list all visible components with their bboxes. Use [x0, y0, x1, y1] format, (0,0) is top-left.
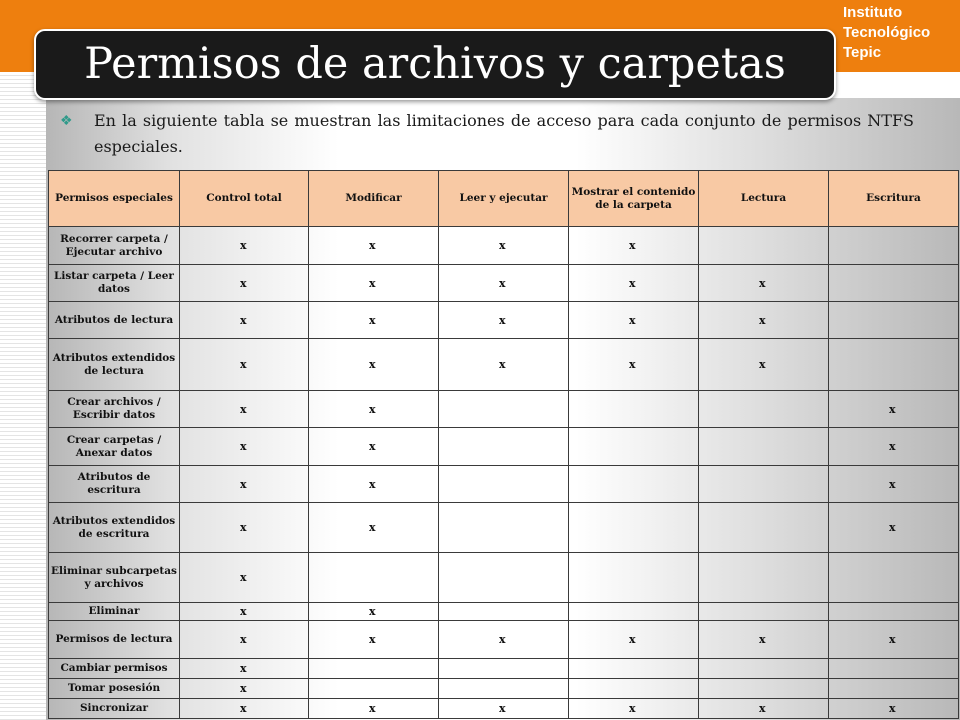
header-permisos-especiales: Permisos especiales — [49, 171, 180, 227]
row-permission-label: Cambiar permisos — [49, 659, 180, 679]
permission-mark-cell — [829, 659, 959, 679]
institution-name — [843, 3, 960, 63]
table-row — [49, 466, 959, 503]
row-permission-label: Sincronizar — [49, 699, 180, 719]
row-permission-label: Atributos extendidos de escritura — [49, 503, 180, 553]
table-body — [49, 227, 959, 719]
permission-mark-cell: x — [180, 553, 309, 603]
permission-mark-cell: x — [180, 603, 309, 621]
permission-mark-cell — [829, 227, 959, 265]
permission-mark-cell: x — [309, 428, 439, 466]
permission-mark-cell — [439, 603, 569, 621]
diamond-bullet-icon: ❖ — [60, 113, 73, 129]
table-row — [49, 227, 959, 265]
permission-mark-cell: x — [439, 621, 569, 659]
permission-mark-cell: x — [180, 391, 309, 428]
permission-mark-cell: x — [309, 621, 439, 659]
permission-mark-cell — [309, 659, 439, 679]
permission-mark-cell: x — [569, 699, 699, 719]
permission-mark-cell: x — [180, 679, 309, 699]
permission-mark-cell: x — [829, 621, 959, 659]
permission-mark-cell — [829, 302, 959, 339]
permission-mark-cell — [569, 659, 699, 679]
permission-mark-cell: x — [180, 302, 309, 339]
permission-mark-cell — [439, 679, 569, 699]
header-mostrar-contenido: Mostrar el contenido de la carpeta — [569, 171, 699, 227]
permission-mark-cell: x — [309, 227, 439, 265]
permission-mark-cell: x — [309, 466, 439, 503]
permission-mark-cell: x — [180, 227, 309, 265]
permission-mark-cell: x — [829, 466, 959, 503]
permission-mark-cell — [699, 659, 829, 679]
row-permission-label: Tomar posesión — [49, 679, 180, 699]
row-permission-label: Listar carpeta / Leer datos — [49, 265, 180, 302]
permission-mark-cell — [569, 391, 699, 428]
table-row — [49, 621, 959, 659]
permission-mark-cell — [699, 227, 829, 265]
permission-mark-cell: x — [829, 428, 959, 466]
table-row — [49, 659, 959, 679]
table-row — [49, 339, 959, 391]
permission-mark-cell: x — [699, 621, 829, 659]
permission-mark-cell: x — [180, 466, 309, 503]
permission-mark-cell — [569, 466, 699, 503]
table-row — [49, 428, 959, 466]
header-escritura: Escritura — [829, 171, 959, 227]
permission-mark-cell — [439, 503, 569, 553]
table-header-row — [49, 171, 959, 227]
permission-mark-cell — [569, 553, 699, 603]
permissions-table — [48, 170, 959, 719]
institution-line-2: Tecnológico — [843, 24, 931, 41]
permission-mark-cell: x — [569, 302, 699, 339]
permission-mark-cell — [829, 553, 959, 603]
table-row — [49, 699, 959, 719]
permission-mark-cell: x — [309, 503, 439, 553]
header-control-total: Control total — [180, 171, 309, 227]
permission-mark-cell: x — [439, 265, 569, 302]
permission-mark-cell: x — [699, 265, 829, 302]
permission-mark-cell: x — [309, 302, 439, 339]
permission-mark-cell: x — [439, 339, 569, 391]
header-modificar: Modificar — [309, 171, 439, 227]
intro-paragraph: En la siguiente tabla se muestran las limitaciones de acceso para cada conjunto de permisos NTFS especiales. — [94, 111, 914, 156]
permission-mark-cell — [439, 466, 569, 503]
table-row — [49, 553, 959, 603]
permission-mark-cell: x — [180, 503, 309, 553]
permission-mark-cell: x — [180, 659, 309, 679]
permission-mark-cell: x — [699, 302, 829, 339]
permission-mark-cell: x — [180, 339, 309, 391]
permission-mark-cell: x — [829, 503, 959, 553]
permission-mark-cell: x — [569, 621, 699, 659]
permission-mark-cell — [439, 659, 569, 679]
row-permission-label: Permisos de lectura — [49, 621, 180, 659]
permission-mark-cell — [439, 428, 569, 466]
permission-mark-cell: x — [439, 227, 569, 265]
permission-mark-cell — [699, 503, 829, 553]
header-leer-y-ejecutar: Leer y ejecutar — [439, 171, 569, 227]
table-row — [49, 302, 959, 339]
permission-mark-cell: x — [309, 391, 439, 428]
institution-line-1: Instituto — [843, 4, 903, 21]
permission-mark-cell — [569, 428, 699, 466]
permission-mark-cell — [699, 679, 829, 699]
permission-mark-cell — [829, 679, 959, 699]
row-permission-label: Atributos de escritura — [49, 466, 180, 503]
permission-mark-cell — [569, 679, 699, 699]
permission-mark-cell: x — [569, 265, 699, 302]
permission-mark-cell: x — [180, 621, 309, 659]
permission-mark-cell: x — [699, 339, 829, 391]
permission-mark-cell — [309, 679, 439, 699]
permission-mark-cell — [569, 503, 699, 553]
header-lectura: Lectura — [699, 171, 829, 227]
permission-mark-cell: x — [180, 428, 309, 466]
row-permission-label: Recorrer carpeta / Ejecutar archivo — [49, 227, 180, 265]
permission-mark-cell — [569, 603, 699, 621]
permission-mark-cell: x — [309, 603, 439, 621]
slide-title: Permisos de archivos y carpetas — [84, 39, 786, 89]
permission-mark-cell: x — [829, 699, 959, 719]
permission-mark-cell: x — [569, 339, 699, 391]
permission-mark-cell — [699, 428, 829, 466]
permission-mark-cell: x — [309, 265, 439, 302]
institution-line-3: Tepic — [843, 44, 882, 61]
row-permission-label: Crear archivos / Escribir datos — [49, 391, 180, 428]
permission-mark-cell — [699, 391, 829, 428]
table-row — [49, 503, 959, 553]
permission-mark-cell: x — [569, 227, 699, 265]
row-permission-label: Crear carpetas / Anexar datos — [49, 428, 180, 466]
row-permission-label: Eliminar — [49, 603, 180, 621]
permission-mark-cell — [829, 603, 959, 621]
table-row — [49, 679, 959, 699]
permission-mark-cell: x — [829, 391, 959, 428]
permission-mark-cell — [699, 553, 829, 603]
row-permission-label: Eliminar subcarpetas y archivos — [49, 553, 180, 603]
permission-mark-cell: x — [699, 699, 829, 719]
permission-mark-cell: x — [180, 699, 309, 719]
left-decorative-rule — [0, 72, 46, 720]
permission-mark-cell — [309, 553, 439, 603]
table-row — [49, 603, 959, 621]
row-permission-label: Atributos de lectura — [49, 302, 180, 339]
permission-mark-cell — [439, 391, 569, 428]
permission-mark-cell: x — [309, 699, 439, 719]
permission-mark-cell — [699, 466, 829, 503]
permission-mark-cell — [439, 553, 569, 603]
permission-mark-cell — [699, 603, 829, 621]
permission-mark-cell — [829, 265, 959, 302]
table-row — [49, 391, 959, 428]
row-permission-label: Atributos extendidos de lectura — [49, 339, 180, 391]
permission-mark-cell: x — [439, 699, 569, 719]
permission-mark-cell — [829, 339, 959, 391]
permission-mark-cell: x — [309, 339, 439, 391]
table-row — [49, 265, 959, 302]
permission-mark-cell: x — [180, 265, 309, 302]
permission-mark-cell: x — [439, 302, 569, 339]
